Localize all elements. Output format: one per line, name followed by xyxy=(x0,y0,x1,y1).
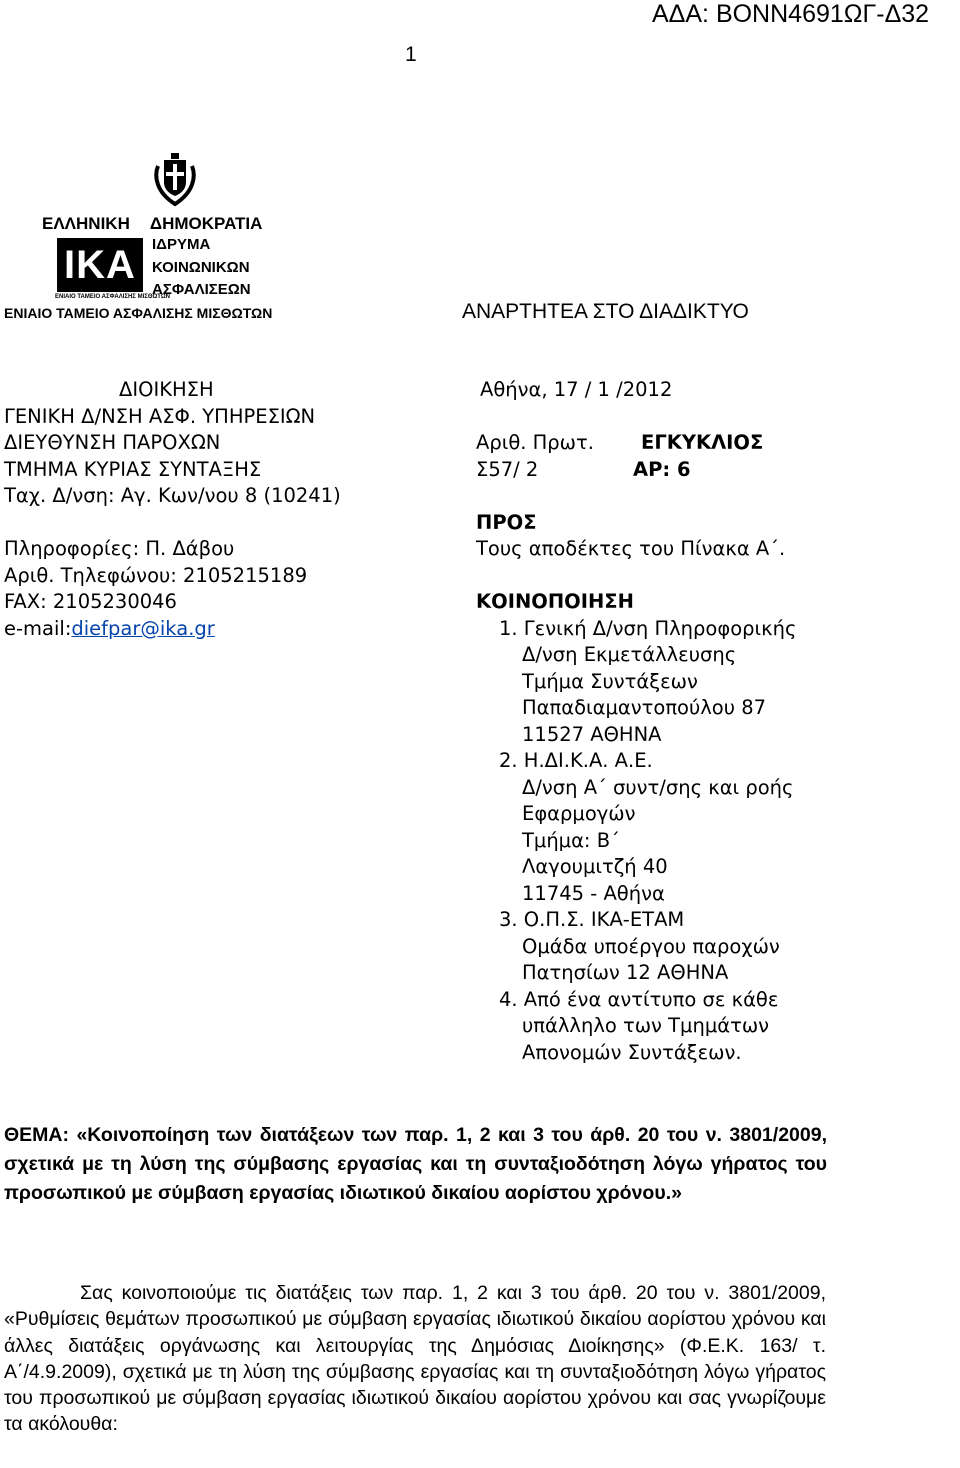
sender-info: Πληροφορίες: Π. Δάβου xyxy=(4,537,235,560)
logo-idryma: ΙΔΡΥΜΑ xyxy=(152,236,211,253)
cc-heading: ΚΟΙΝΟΠΟΙΗΣΗ xyxy=(476,590,634,613)
cc-item: 11745 - Αθήνα xyxy=(522,881,665,905)
circular-number: ΑΡ: 6 xyxy=(633,457,691,481)
cc-item: Λαγουμιτζή 40 xyxy=(522,855,668,878)
ada-code: ΑΔΑ: ΒΟΝΝ4691ΩΓ-Δ32 xyxy=(652,0,930,28)
greek-coat-of-arms-icon xyxy=(150,152,200,207)
cc-item: 2. Η.ΔΙ.Κ.Α. Α.Ε. xyxy=(499,749,653,772)
cc-item: Πατησίων 12 ΑΘΗΝΑ xyxy=(522,961,729,984)
logo-koinonikon: ΚΟΙΝΩΝΙΚΩΝ xyxy=(152,259,250,276)
cc-item: Ομάδα υποέργου παροχών xyxy=(522,934,780,958)
cc-item: Τμήμα: Β΄ xyxy=(522,828,620,852)
logo-asfaliseon: ΑΣΦΑΛΙΣΕΩΝ xyxy=(152,281,251,298)
cc-item: 1. Γενική Δ/νση Πληροφορικής xyxy=(499,616,797,640)
protocol-label: Αριθ. Πρωτ. xyxy=(476,431,594,454)
circular-label: ΕΓΚΥΚΛΙΟΣ xyxy=(641,431,764,454)
email-link[interactable]: diefpar@ika.gr xyxy=(71,616,215,640)
posting-notice: ΑΝΑΡΤΗΤΕΑ ΣΤΟ ΔΙΑΔΙΚΤΥΟ xyxy=(462,300,749,323)
sender-phone: Αριθ. Τηλεφώνου: 2105215189 xyxy=(4,563,308,587)
cc-item: Εφαρμογών xyxy=(522,802,636,825)
cc-item: Απονομών Συντάξεων. xyxy=(522,1040,742,1064)
to-heading: ΠΡΟΣ xyxy=(476,510,537,534)
logo-hellenic: ΕΛΛΗΝΙΚΗ xyxy=(42,214,130,233)
cc-item: 11527 ΑΘΗΝΑ xyxy=(522,722,662,746)
protocol-number: Σ57/ 2 xyxy=(476,457,539,481)
sender-line: ΔΙΟΙΚΗΣΗ xyxy=(119,378,214,401)
sender-fax: FAX: 2105230046 xyxy=(4,590,177,613)
page-number: 1 xyxy=(405,43,417,66)
protocol-line xyxy=(476,430,796,457)
logo-footer: ΕΝΙΑΙΟ ΤΑΜΕΙΟ ΑΣΦΑΛΙΣΗΣ ΜΙΣΘΩΤΩΝ xyxy=(4,305,273,321)
logo-democracy: ΔΗΜΟΚΡΑΤΙΑ xyxy=(149,214,263,233)
ika-logo: IKA xyxy=(57,238,143,292)
sender-block xyxy=(4,377,341,642)
cc-item: Δ/νση Εκμετάλλευσης xyxy=(522,643,737,666)
cc-item: υπάλληλο των Τμημάτων xyxy=(522,1014,770,1037)
body-paragraph: Σας κοινοποιούμε τις διατάξεις των παρ. 1, 2 και 3 του άρθ. 20 του ν. 3801/2009, «Ρυθμίσεις θεμάτων προσωπικού με σύμβαση εργασίας ιδιωτικού δικαίου αορίστου χρόνου και άλλες διατάξεις οργάνωσης και λειτουργίας της Δημόσιας Διοίκησης» (Φ.Ε.Κ. 163/ τ. Α΄/4.9.2009), σχετικά με τη λύση της σύμβασης εργασίας και τη συνταξιοδότηση λόγω γήρατος του προσωπικού με σύμβαση εργασίας ιδιωτικού δικαίου αορίστου χρόνου και σας γνωρίζουμε τα ακόλουθα: xyxy=(4,1282,826,1436)
cc-item: Παπαδιαμαντοπούλου 87 xyxy=(522,696,767,719)
sender-line: ΤΜΗΜΑ ΚΥΡΙΑΣ ΣΥΝΤΑΞΗΣ xyxy=(4,457,262,481)
sender-line: ΓΕΝΙΚΗ Δ/ΝΣΗ ΑΣΦ. ΥΠΗΡΕΣΙΩΝ xyxy=(4,404,316,428)
cc-item: 3. Ο.Π.Σ. ΙΚΑ-ΕΤΑΜ xyxy=(499,908,685,931)
sender-email-line xyxy=(4,616,341,643)
to-recipients: Τους αποδέκτες του Πίνακα Α΄. xyxy=(476,537,786,560)
cc-item: Δ/νση Α΄ συντ/σης και ροής xyxy=(522,775,794,799)
sender-line: ΔΙΕΥΘΥΝΣΗ ΠΑΡΟΧΩΝ xyxy=(4,431,221,454)
cc-item: Τμήμα Συντάξεων xyxy=(522,669,698,693)
recipient-block xyxy=(476,377,796,1066)
email-label: e-mail: xyxy=(4,616,72,640)
document-date: Αθήνα, 17 / 1 /2012 xyxy=(480,378,673,401)
cc-item: 4. Από ένα αντίτυπο σε κάθε xyxy=(499,987,779,1011)
sender-address: Ταχ. Δ/νση: Αγ. Κων/νου 8 (10241) xyxy=(4,484,341,507)
logo-title xyxy=(42,214,262,234)
subject-heading: ΘΕΜΑ: «Κοινοποίηση των διατάξεων των παρ. 1, 2 και 3 του άρθ. 20 του ν. 3801/2009, σχετικά με τη λύση της σύμβασης εργασίας και τη συνταξιοδότηση λόγω γήρατος του προσωπικού με σύμβαση εργασίας ιδιωτικού δικαίου αορίστου χρόνου.» xyxy=(4,1124,827,1204)
protocol-number-line xyxy=(476,457,796,484)
ika-logo-subtitle: ΕΝΙΑΙΟ ΤΑΜΕΙΟ ΑΣΦΑΛΙΣΗΣ ΜΙΣΘΩΤΩΝ xyxy=(55,294,171,300)
